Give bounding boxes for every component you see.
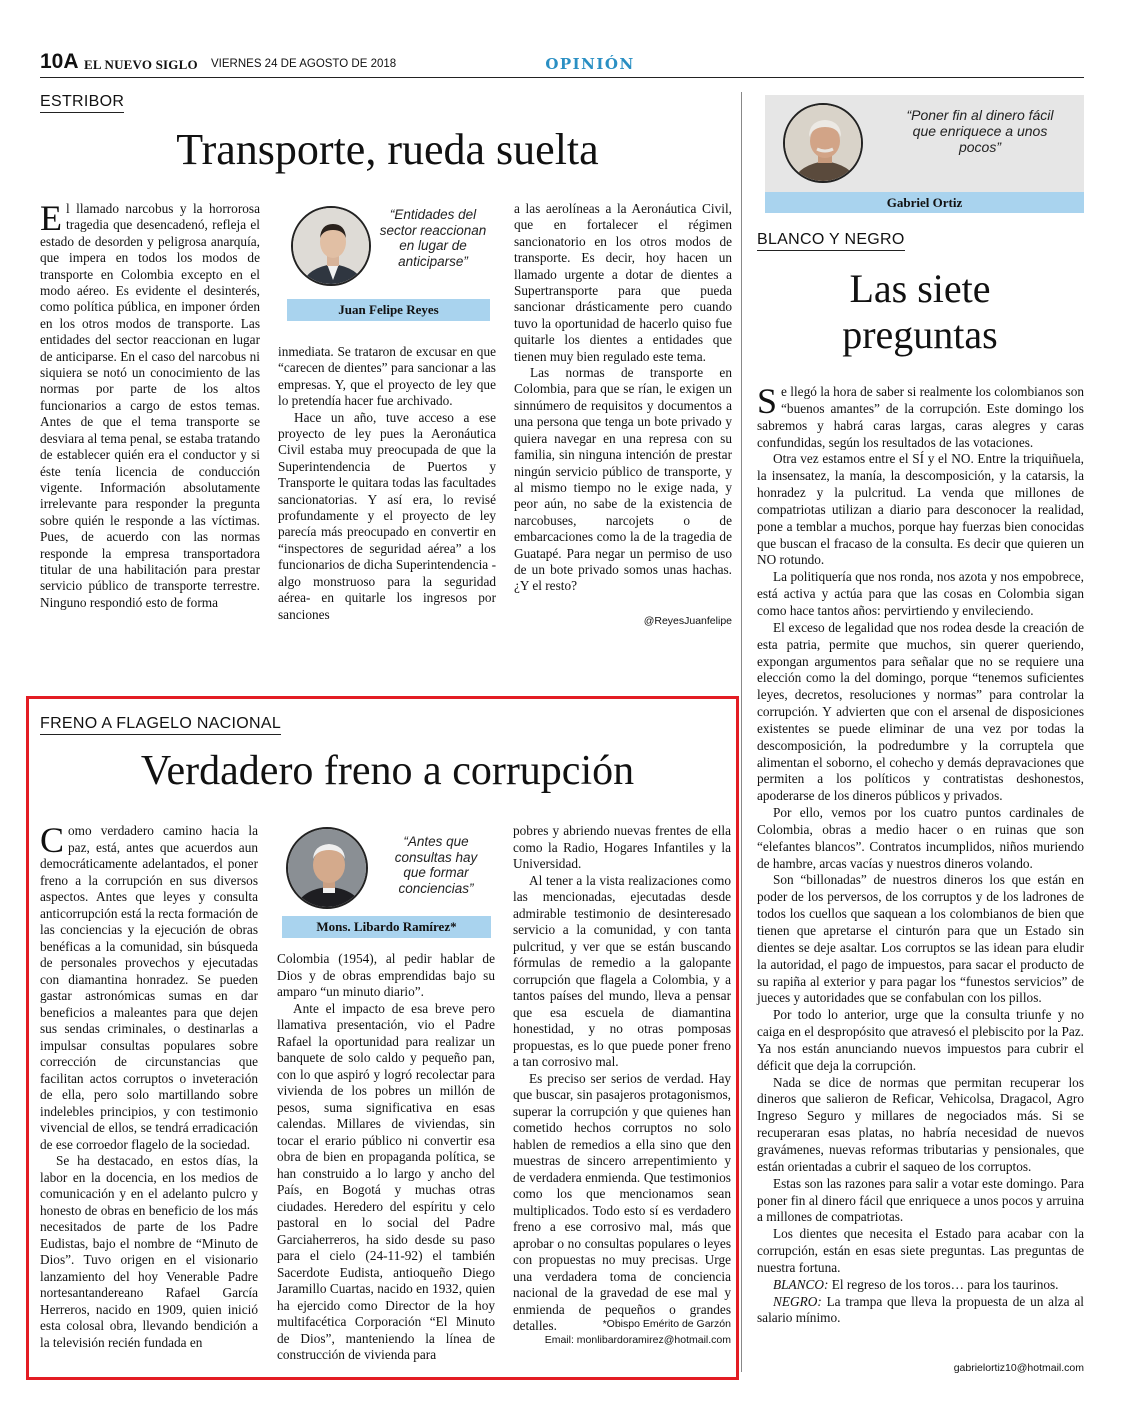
article1-column-2: [278, 344, 496, 623]
article3-title: Verdadero freno a corrupción: [140, 748, 635, 794]
article1-col2-p1: inmediata. Se trataron de excusar en que “carecen de dientes” para sancionar a las empresas. Y, que el proyecto de ley que lo pretendía hacer fue archivado.: [278, 344, 496, 409]
issue-date: VIERNES 24 DE AGOSTO DE 2018: [211, 58, 397, 70]
article2-p3: La politiquería que nos ronda, nos azota y nos empobrece, está activa y actúa para que las cosas en Colombia sigan como hace tantos años: pervirtiendo y envileciendo.: [757, 569, 1084, 618]
article2-p4: El exceso de legalidad que nos rodea desde la creación de esta patria, permite que muchos, sin querer queriendo, expongan argumentos para señalar que no se requiere una elección como la del domingo, porque “tenemos suficientes leyes, decretos, resoluciones y normas” para controlar la corrupción. Y advierten que con el arsenal de disposiciones existentes se puede eliminar de una vez por todas la descomposición, la podredumbre y la corruptela que alimentan el soborno, el cohecho y demás depravaciones que permiten a los políticos y contratistas deshonestos, apoderarse de los dineros públicos y privados.: [757, 619, 1084, 804]
article2-author-box: [765, 95, 1084, 213]
article3-dropcap: C: [40, 820, 65, 860]
negro-label: NEGRO:: [773, 1293, 822, 1309]
article2-author-name: Gabriel Ortiz: [765, 192, 1084, 213]
article2-p8: Nada se dice de normas que permitan recuperar los dineros que salieron de Reficar, Vehicolsa, Dragacol, Agro Ingreso Seguro y millares de negociados más. Si se recuperaran esas platas, no habría necesidad de nuevos gravámenes, nuevas reformas tributarias y pensionales, que están orientadas a cubrir el saqueo de los corruptos.: [757, 1074, 1084, 1174]
negro-text: La trampa que lleva la propuesta de un alza al salario mínimo.: [757, 1293, 1084, 1326]
article1-dropcap: E: [40, 198, 62, 238]
article1-twitter-handle: @ReyesJuanfelipe: [643, 615, 732, 627]
article3-col2-p2: Ante el impacto de esa breve pero llamativa presentación, vio el Padre Rafael la oportunidad para realizar un banquete de solo caldo y pequeño pan, con lo que aspiró y logró recolectar para vivienda de los pobres un millón de pesos, suma significativa en esas calendas. Millares de viviendas, sin tocar el erario público ni convertir esa obra de bien en propaganda política, se han construido a lo largo y ancho del País, en Bogotá y muchas otras ciudades. Heredero del espíritu y celo pastoral en lo social del Padre Garciaherreros, ha sido desde su paso para el cielo (24-11-92) el también Sacerdote Eudista, antioqueño Diego Jaramillo Cuartas, nacido en 1932, quien ha ejercido como Director de la hoy multifacética Corporación “El Minuto de Dios”, manteniendo la línea de construcción de vivienda para: [277, 1000, 495, 1362]
article1-author-name: Juan Felipe Reyes: [287, 299, 490, 321]
article1-pull-quote: “Entidades del sector reaccionan en lugar de anticiparse”: [379, 207, 487, 269]
article1-col3-p1: a las aerolíneas a la Aeronáutica Civil, que en fortalecer el régimen sancionatorio en los otros modos de transporte. Es decir, hoy hacen un llamado urgente a dotar de dientes a Supertransporte para que pueda sancionar drásticamente pero cuando tuvo la oportunidad de hacerlo quiso fue quitarle los dientes a entidades que tienen muy bien regulado este tema.: [514, 201, 732, 364]
article2-p10: Los dientes que necesita el Estado para acabar con la corrupción, están en esas siete preguntas. Las preguntas de nuestra fortuna.: [757, 1226, 1084, 1275]
blanco-text: El regreso de los toros… para los taurinos.: [831, 1276, 1059, 1292]
article2-email: gabrielortiz10@hotmail.com: [953, 1362, 1084, 1374]
article3-column-1: [40, 820, 258, 1351]
article3-author-name: Mons. Libardo Ramírez*: [282, 916, 491, 938]
article1-col2-p2: Hace un año, tuve acceso a ese proyecto de ley pues la Aeronáutica Civil estaba muy preocupada de que la Superintendencia de Puertos y Transporte le quitara todas las facultades sancionatorias. Y así era, lo revisé profundamente y el proyecto de ley parecía más preocupado en convertir en “inspectores de seguridad aérea” a los funcionarios de dicha Superintendencia -algo monstruoso para la seguridad aérea- en quitarle los ingresos por sanciones: [278, 409, 496, 622]
article2-title: Las siete preguntas: [842, 266, 998, 357]
article2-dropcap: S: [757, 381, 778, 421]
article1-col1-text: l llamado narcobus y la horrorosa tragedia que desencadenó, refleja el estado de desorden y peligrosa anarquía, que impera en todos los modos de transporte en Colombia excepto en el modo aéreo. Es evidente el desinterés, como política pública, en imponer órden en los otros modos de transporte. Las entidades del sector reaccionan en lugar de anticiparse. En el caso del narcobus ni siquiera se notó un conocimiento de las normas por parte de los altos funcionarios a cargo de estos temas. Antes de que el tema transporte se desviara al tema penal, se estaba tratando de establecer quién era el conductor y si éste tenía licencia de conducción vigente. Información absolutamente irrelevante para responder la pregunta sobre quién le responde a las víctimas. Pues, de acuerdo con las normas responde la empresa transportadora titular de una habilitación para prestar servicio público de transporte terrestre. Ninguno respondió esto de forma: [40, 201, 260, 610]
article3-col1-p2: Se ha destacado, en estos días, la labor en la docencia, en los medios de comunicación y en el adelanto pulcro y honesto de obras en beneficio de los más necesitados de parte de los Padre Eudistas, bajo el nombre de “Minuto de Dios”. Tuvo origen en el visionario lanzamiento del hoy Venerable Padre nortesantandereano Rafael García Herreros, nacido en 1909, quien inició esta colosal obra, llevando bendición a la televisión recién fundada en: [40, 1153, 258, 1350]
article3-col2-p1: Colombia (1954), al pedir hablar de Dios y de obras emprendidas bajo su amparo “un minuto diario”.: [277, 951, 495, 999]
blanco-label: BLANCO:: [773, 1276, 829, 1292]
article3-col3-p1: pobres y abriendo nuevas frentes de ella como la Radio, Hogares Infantiles y la Universidad.: [513, 823, 731, 871]
article1-title: Transporte, rueda suelta: [176, 125, 599, 174]
article2-kicker: BLANCO Y NEGRO: [757, 231, 905, 251]
article2-p7: Por todo lo anterior, urge que la consulta triunfe y no caiga en el despropósito que atravesó el plebiscito por la Paz. Ya nos están anunciando nuevos impuestos para cubrir el déficit que deja la corrupción.: [757, 1007, 1084, 1073]
author-photo-reyes: [291, 206, 371, 286]
article3-column-3: [513, 823, 731, 1335]
article3-email: Email: monlibardoramirez@hotmail.com: [544, 1334, 731, 1346]
article3-col1-p1: omo verdadero camino hacia la paz, está, antes que acuerdos aun democráticamente adelantados, el poner freno a la corrupción en sus diversos aspectos. Antes que leyes y consulta anticorrupción está la recta formación de las conciencias y la ejecución de obras benéficas a la comunidad, sin búsqueda de personales provechos y ejecutadas con diamantina honradez. Se pueden gastar astronómicas sumas en dar beneficios a maleantes para que dejen sus sendas criminales, o destinarlas a impulsar consultas populares sobre corrección de circunstancias que facilitan actos corruptos o inveteración de ella, pero solo martillando sobre indelebles principios, y con testimonio vivencial de ellos, se tendrá erradicación de ese corroedor flagelo de la sociedad.: [40, 823, 258, 1152]
page-number: 10A: [40, 50, 79, 73]
article2-blanco: [757, 1277, 1084, 1294]
masthead: [40, 52, 1084, 78]
article2-p1: e llegó la hora de saber si realmente los colombianos son “buenos amantes” de la corrupción. Este domingo los sabremos y habrá caras largas, caras alegres y caras confundidas, según los resultados de las votaciones.: [757, 384, 1084, 450]
author-photo-ortiz: [783, 103, 863, 183]
article3-kicker: FRENO A FLAGELO NACIONAL: [40, 715, 281, 735]
article2-p9: Estas son las razones para salir a votar este domingo. Para poner fin al dinero fácil que enriquece a unos pocos y arruina a millones de compatriotas.: [757, 1175, 1084, 1225]
column-divider: [741, 92, 742, 1372]
article3-col3-p2: Al tener a la vista realizaciones como las mencionadas, ejecutadas desde admirable testimonio de desinteresado servicio a la comunidad, y con tanta pulcritud, y ver que se están buscando fórmulas de remedio a la galopante corrupción que flagela a Colombia, y a tantos países del mundo, lleva a pensar que esa escuela de diamantina honestidad, y no otras pomposas propuestas, es lo que puede poner freno a tan corrosivo mal.: [513, 872, 731, 1069]
article3-author-box: [282, 826, 491, 938]
section-name: OPINIÓN: [545, 55, 635, 73]
article2-body: [757, 381, 1084, 1327]
article1-column-3: [514, 201, 732, 595]
newspaper-name: EL NUEVO SIGLO: [84, 57, 198, 72]
author-photo-ramirez: [286, 827, 368, 909]
article1-column-1: [40, 198, 260, 611]
article3-col3-p3: Es preciso ser serios de verdad. Hay que buscar, sin pasajeros protagonismos, superar la corrupción y que quienes han cometido hechos corruptos no solo hablen de remedios a ella sino que den muestras de sincero arrepentimiento y de verdadera enmienda. Que testimonios como los que mencionamos sean multiplicados. Todo esto sí es verdadero freno a ese corrosivo mal, más que aprobar o no consultas populares o leyes con propuestas no muy precisas. Urge una verdadera toma de conciencia nacional de la gravedad de ese mal y enmienda de pequeños o grandes detalles.: [513, 1070, 731, 1333]
article2-p6: Son “billonadas” de nuestros dineros los que están en poder de los perversos, de los corruptos y de los ladrones de todos los cuellos que saquean a los colombianos de bien que tienen que apretarse el cinturón para que un Estado sin dientes se deje asaltar. Los corruptos se las idean para eludir la autoridad, el pago de impuestos, para sacar el producto de su rapiña al exterior y para pagar los “funestos servicios” de jueces y autoridades que se confabulan con los pillos.: [757, 872, 1084, 1006]
article2-p5: Por ello, vemos por los cuatro puntos cardinales de Colombia, obras a medio hacer o en ruinas que son “elefantes blancos”. Contratos incumplidos, niños muriendo de hambre, arcas vacías y nuestros dineros volando.: [757, 805, 1084, 871]
article1-col3-p2: Las normas de transporte en Colombia, para que se rían, le exigen un sinnúmero de requisitos y documentos a una persona que tenga un bote privado y quiera navegar en una represa con su familia, sin ninguna intención de prestar ningún servicio público de transporte, y al mismo tiempo no le exige nada, y peor aún, no sabe de la existencia de narcobuses, narcojets o de embarcaciones como la de la tragedia de Guatapé. Para negar un permiso de uso de un bote privado somos unas hachas. ¿Y el resto?: [514, 365, 732, 594]
article1-kicker: ESTRIBOR: [40, 93, 124, 113]
article2-pull-quote: “Poner fin al dinero fácil que enriquece a unos pocos”: [906, 107, 1054, 155]
article1-author-box: [287, 205, 490, 321]
article3-footnote: *Obispo Emérito de Garzón: [602, 1318, 731, 1330]
article3-column-2: [277, 951, 495, 1364]
article2-negro: [757, 1294, 1084, 1328]
article3-pull-quote: “Antes que consultas hay que formar conciencias”: [394, 834, 478, 896]
article2-p2: Otra vez estamos entre el SÍ y el NO. Entre la triquiñuela, la insensatez, la manía, la descomposición, y la catarsis, la honradez y la pulcritud. La venda que millones de compatriotas utilizan a diario para desconocer la realidad, pone a temblar a muchos, porque hay fuerzas bien conocidas que buscan el fracaso de la consulta. Es decir que quieren un NO rotundo.: [757, 451, 1084, 568]
